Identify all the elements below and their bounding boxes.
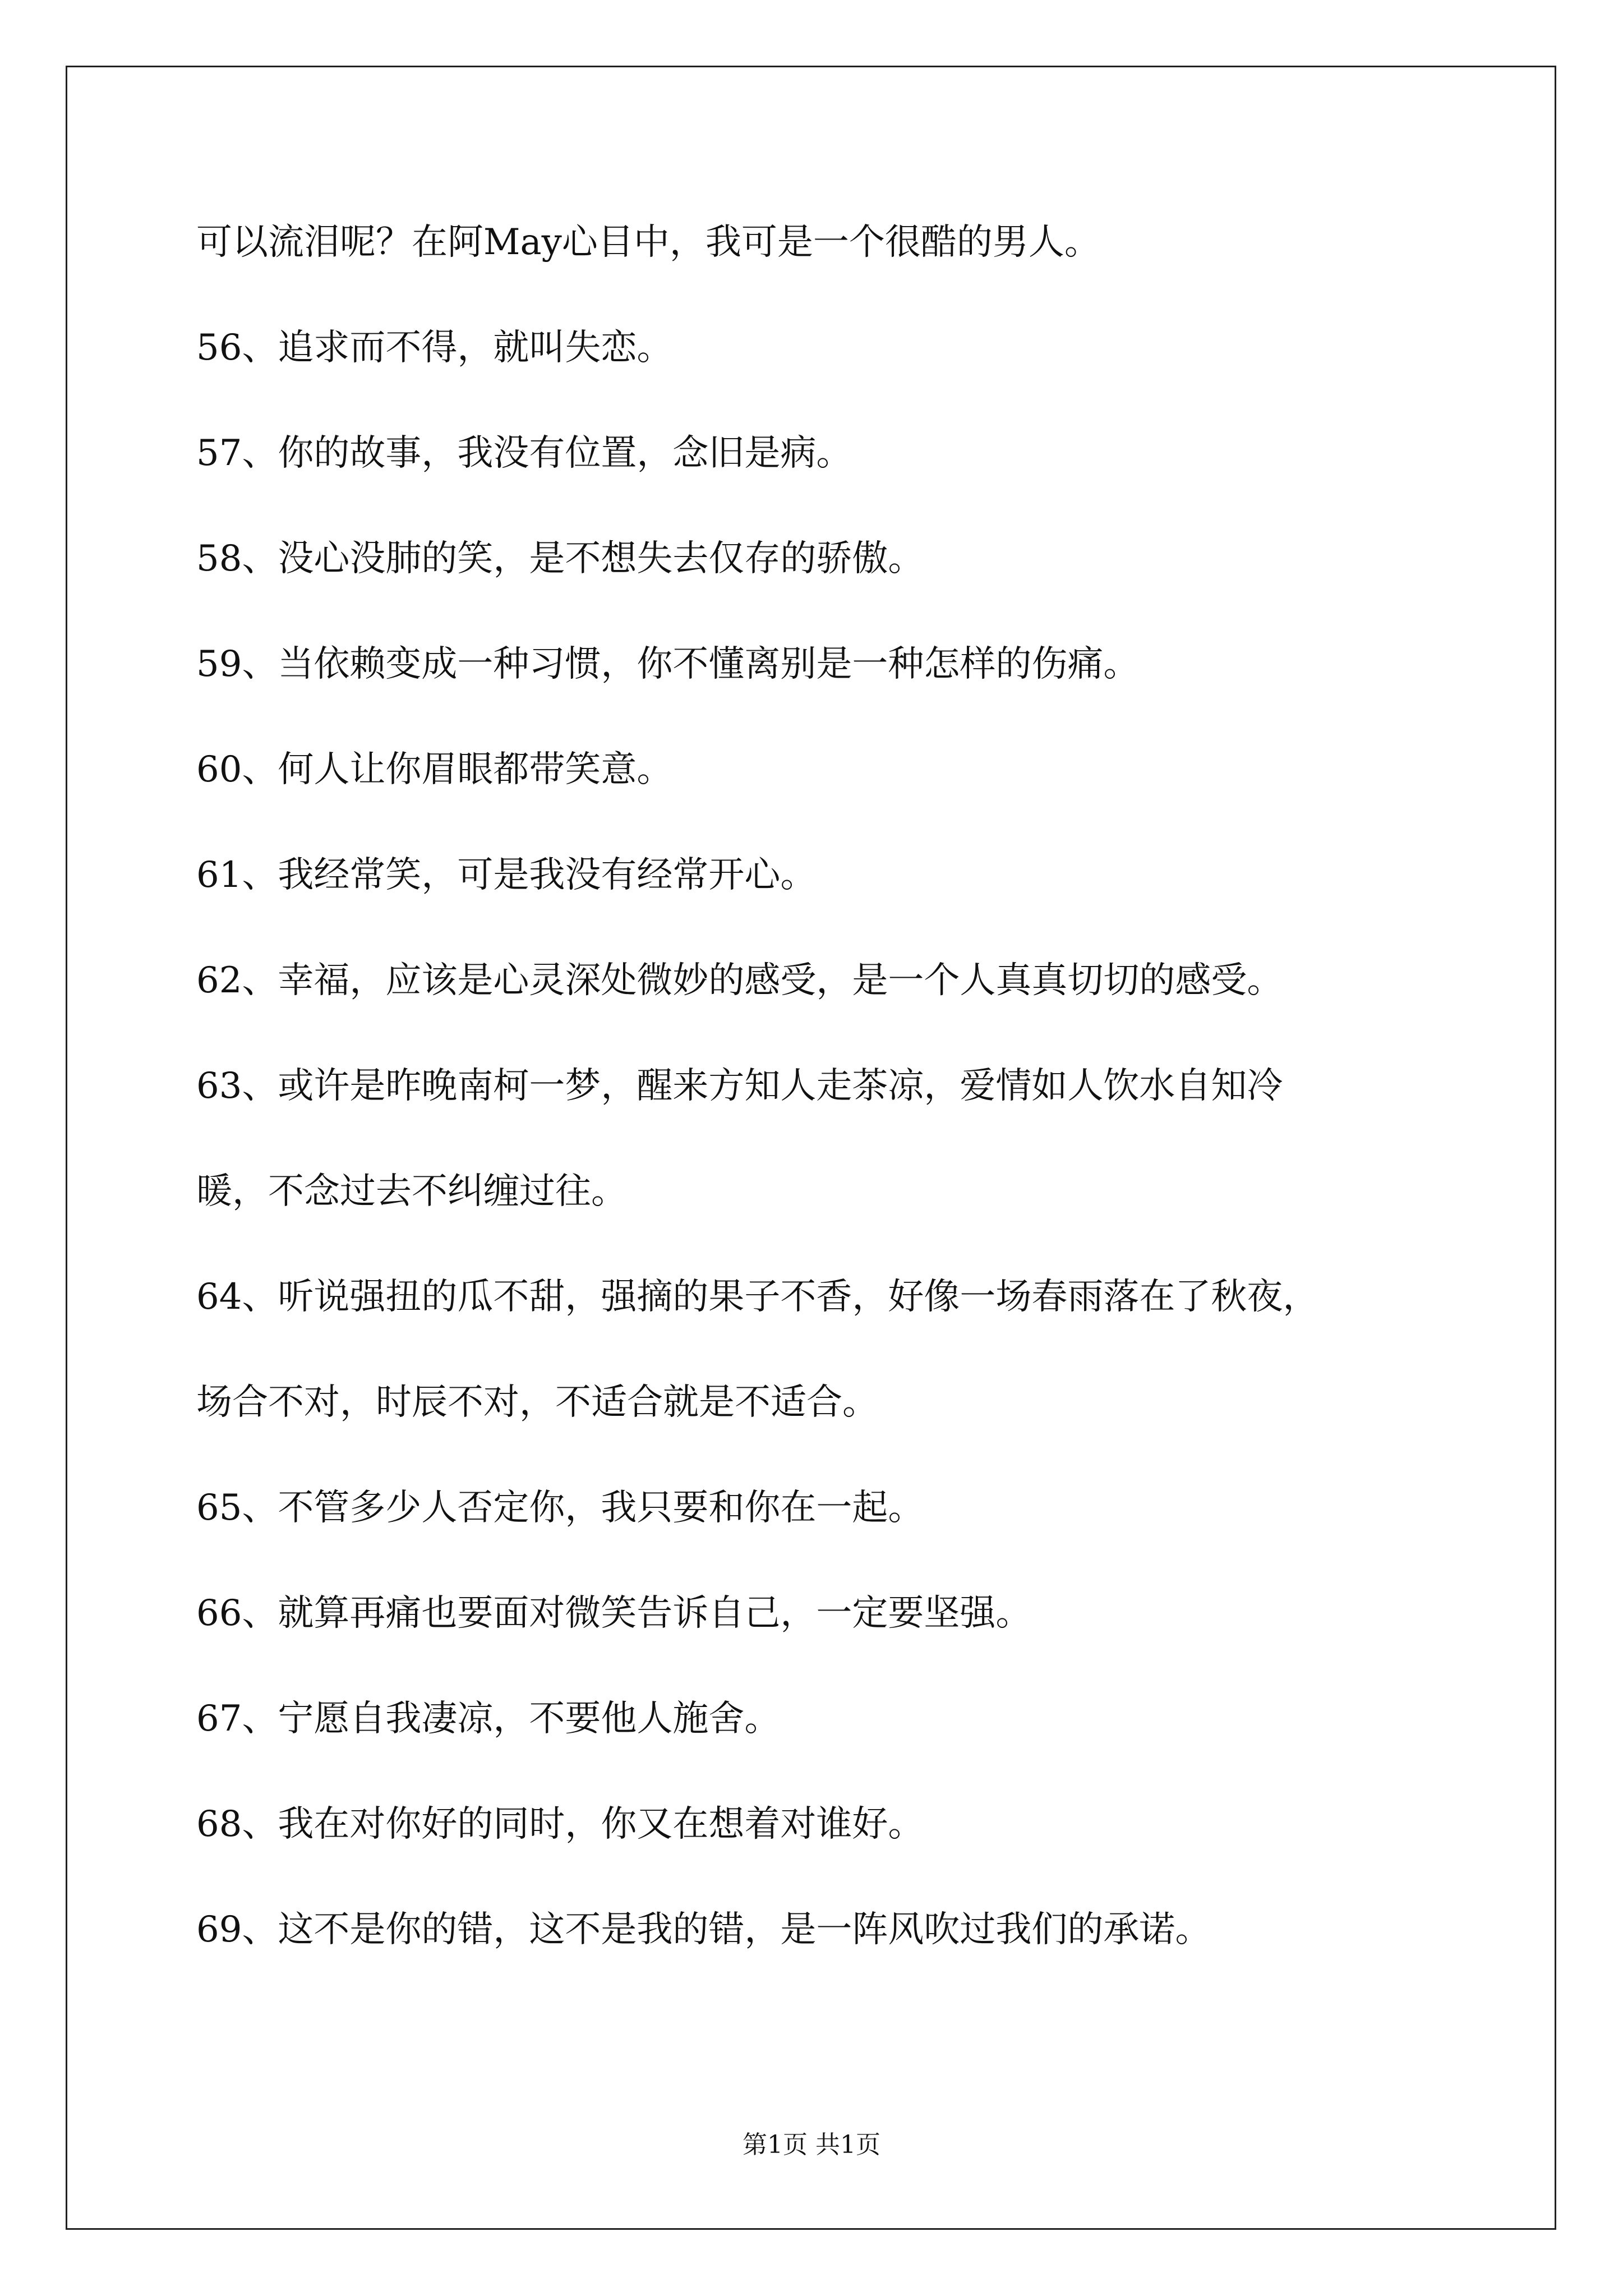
text-line: 68、我在对你好的同时，你又在想着对谁好。 — [196, 1803, 924, 1845]
text-line: 60、何人让你眉眼都带笑意。 — [196, 749, 673, 790]
text-line: 67、宁愿自我凄凉，不要他人施舍。 — [196, 1698, 781, 1740]
text-line: 59、当依赖变成一种习惯，你不懂离别是一种怎样的伤痛。 — [196, 643, 1140, 685]
page-footer: 第1页 共1页 — [743, 2131, 880, 2159]
text-line: 63、或许是昨晚南柯一梦，醒来方知人走茶凉，爱情如人饮水自知冷 — [196, 1065, 1283, 1107]
text-line: 场合不对，时辰不对，不适合就是不适合。 — [196, 1382, 878, 1423]
text-line: 64、听说强扭的瓜不甜，强摘的果子不香，好像一场春雨落在了秋夜， — [196, 1276, 1319, 1318]
text-line: 66、就算再痛也要面对微笑告诉自己，一定要坚强。 — [196, 1593, 1032, 1634]
text-line: 57、你的故事，我没有位置，念旧是病。 — [196, 432, 852, 474]
text-line: 62、幸福，应该是心灵深处微妙的感受，是一个人真真切切的感受。 — [196, 960, 1283, 1001]
document-body — [196, 224, 1486, 2017]
text-line: 58、没心没肺的笑，是不想失去仅存的骄傲。 — [196, 538, 924, 579]
text-line: 65、不管多少人否定你，我只要和你在一起。 — [196, 1487, 924, 1529]
text-line: 可以流泪呢？在阿May心目中，我可是一个很酷的男人。 — [196, 222, 1100, 263]
text-line: 暖，不念过去不纠缠过往。 — [196, 1171, 627, 1212]
text-line: 61、我经常笑，可是我没有经常开心。 — [196, 854, 817, 896]
text-line: 69、这不是你的错，这不是我的错，是一阵风吹过我们的承诺。 — [196, 1909, 1211, 1950]
text-line: 56、追求而不得，就叫失恋。 — [196, 327, 673, 369]
